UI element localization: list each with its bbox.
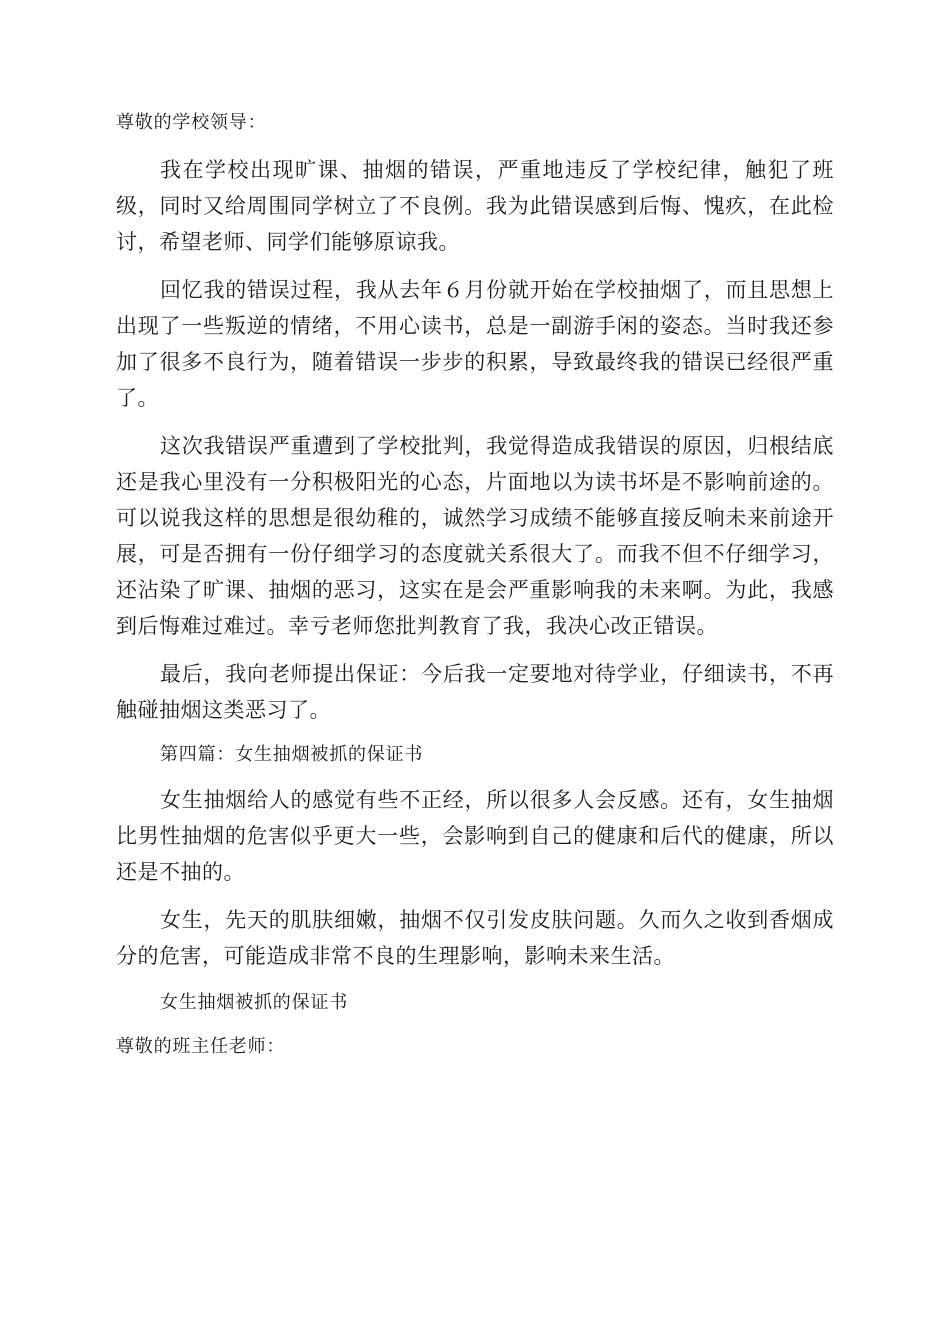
paragraph-6: 女生，先天的肌肤细嫩，抽烟不仅引发皮肤问题。久而久之收到香烟成分的危害，可能造成非常不良的生理影响，影响未来生活。 — [116, 908, 834, 968]
salutation-teacher: 尊敬的班主任老师： — [116, 1036, 286, 1057]
section-heading-4: 第四篇：女生抽烟被抓的保证书 — [160, 744, 424, 765]
paragraph-4: 最后，我向老师提出保证：今后我一定要地对待学业，仔细读书，不再触碰抽烟这类恶习了。 — [116, 662, 834, 722]
paragraph-3: 这次我错误严重遭到了学校批判，我觉得造成我错误的原因，归根结底还是我心里没有一分积极阳光的心态，片面地以为读书坏是不影响前途的。可以说我这样的思想是很幼稚的，诚然学习成绩不能够直接反响未来前途开展，可是否拥有一份仔细学习的态度就关系很大了。而我不但不仔细学习，还沾染了旷课、抽烟的恶习，这实在是会严重影响我的未来啊。为此，我感到后悔难过难过。幸亏老师您批判教育了我，我决心改正错误。 — [116, 434, 834, 638]
paragraph-5: 女生抽烟给人的感觉有些不正经，所以很多人会反感。还有，女生抽烟比男性抽烟的危害似乎更大一些，会影响到自己的健康和后代的健康，所以还是不抽的。 — [116, 788, 834, 884]
document-page — [116, 106, 834, 1064]
paragraph-1: 我在学校出现旷课、抽烟的错误，严重地违反了学校纪律，触犯了班级，同时又给周围同学树立了不良例。我为此错误感到后悔、愧疚，在此检讨，希望老师、同学们能够原谅我。 — [116, 158, 834, 254]
subheading: 女生抽烟被抓的保证书 — [160, 992, 348, 1013]
salutation-school: 尊敬的学校领导： — [116, 112, 267, 133]
paragraph-2: 回忆我的错误过程，我从去年６月份就开始在学校抽烟了，而且思想上出现了一些叛逆的情绪，不用心读书，总是一副游手闲的姿态。当时我还参加了很多不良行为，随着错误一步步的积累，导致最终我的错误已经很严重了。 — [116, 278, 834, 410]
